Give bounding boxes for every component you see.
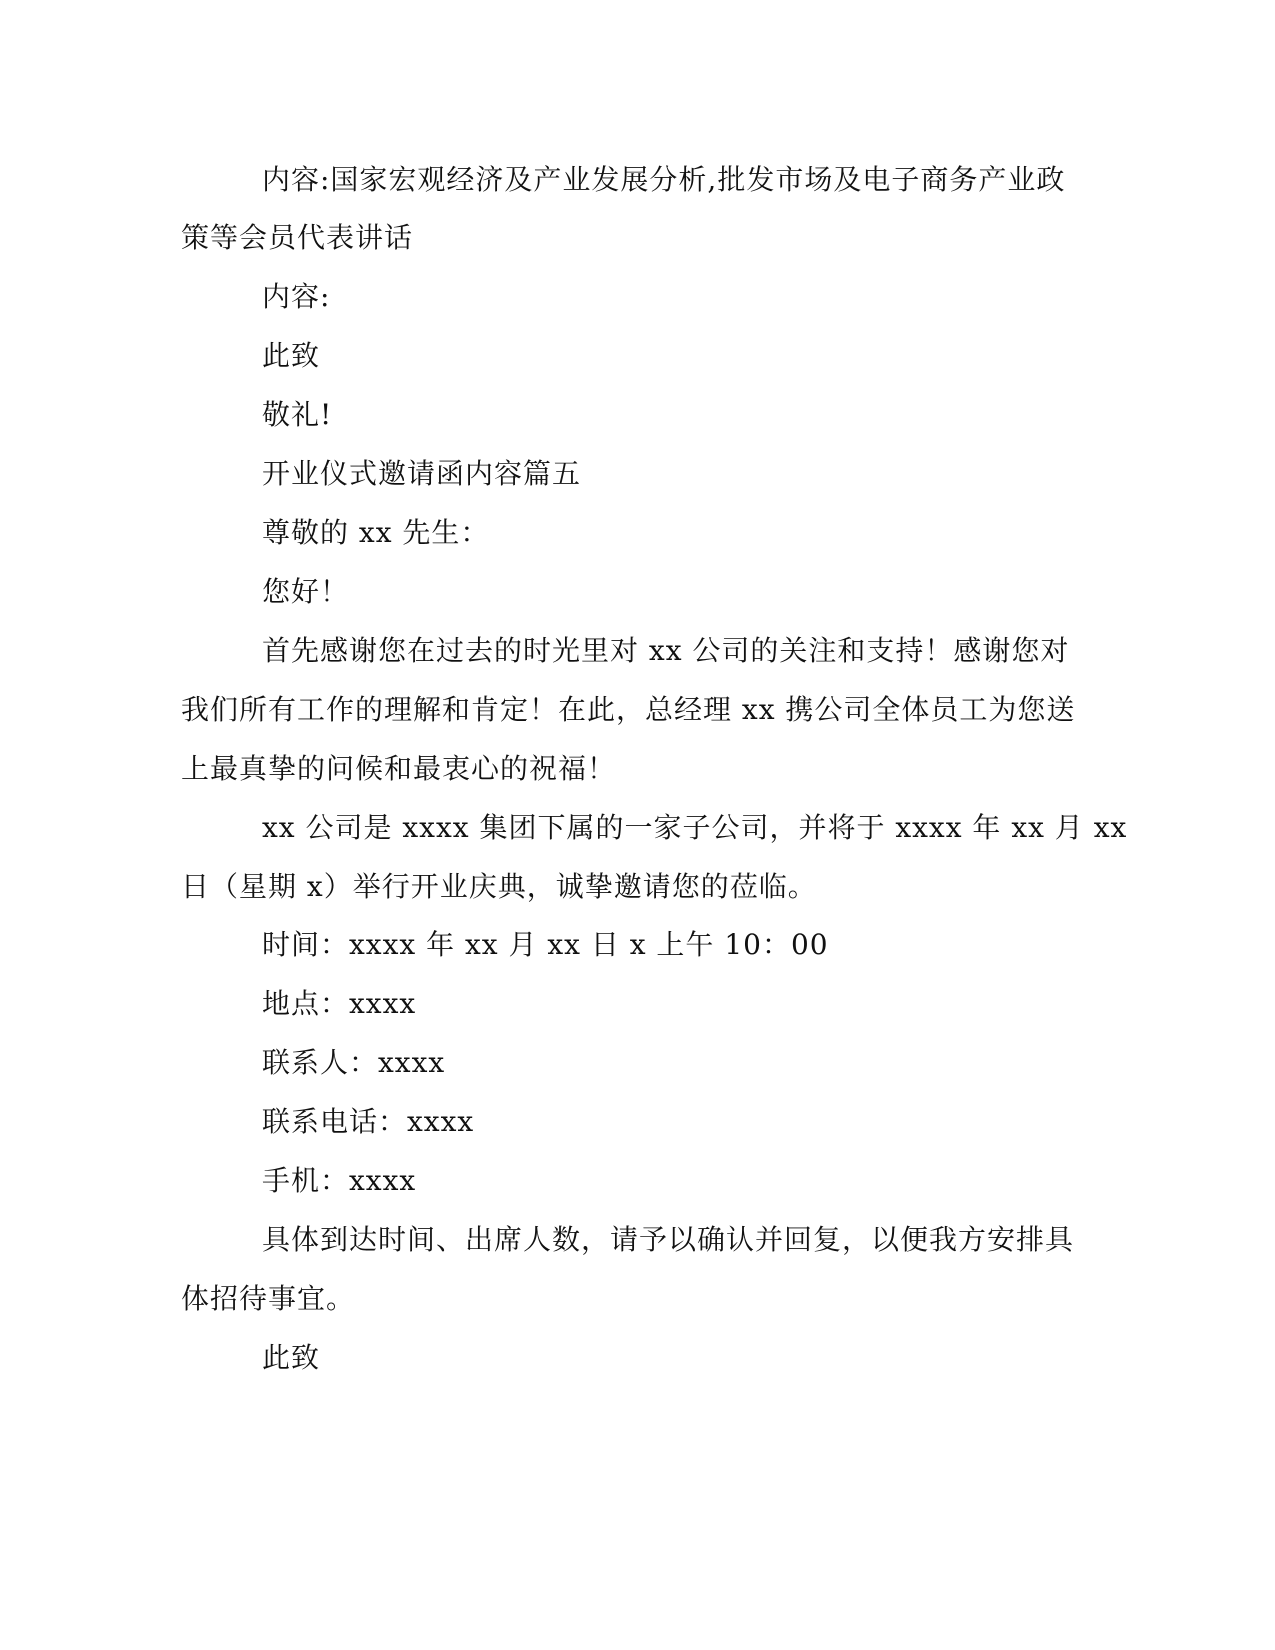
section-heading: 开业仪式邀请函内容篇五 bbox=[262, 457, 582, 490]
paragraph-line: 策等会员代表讲话 bbox=[181, 221, 414, 254]
paragraph-line: 此致 bbox=[262, 339, 321, 372]
detail-phone: 联系电话：xxxx bbox=[262, 1105, 475, 1138]
paragraph-line: 首先感谢您在过去的时光里对 xx 公司的关注和支持！感谢您对 bbox=[262, 634, 1070, 667]
paragraph-line: 具体到达时间、出席人数，请予以确认并回复，以便我方安排具 bbox=[262, 1223, 1075, 1256]
paragraph-line: 内容:国家宏观经济及产业发展分析,批发市场及电子商务产业政 bbox=[262, 163, 1066, 196]
paragraph-line: 敬礼! bbox=[262, 398, 333, 431]
closing: 此致 bbox=[262, 1341, 321, 1374]
detail-mobile: 手机：xxxx bbox=[262, 1164, 417, 1197]
detail-contact: 联系人：xxxx bbox=[262, 1046, 446, 1079]
paragraph-line: 我们所有工作的理解和肯定！在此，总经理 xx 携公司全体员工为您送 bbox=[181, 693, 1076, 726]
paragraph-line: 日（星期 x）举行开业庆典，诚挚邀请您的莅临。 bbox=[181, 870, 817, 903]
paragraph-line: 上最真挚的问候和最衷心的祝福！ bbox=[181, 752, 617, 785]
salutation: 尊敬的 xx 先生： bbox=[262, 516, 490, 549]
paragraph-line: 内容: bbox=[262, 280, 331, 313]
greeting: 您好！ bbox=[262, 575, 350, 608]
detail-time: 时间：xxxx 年 xx 月 xx 日 x 上午 10：00 bbox=[262, 928, 829, 961]
paragraph-line: xx 公司是 xxxx 集团下属的一家子公司，并将于 xxxx 年 xx 月 xx bbox=[262, 811, 1128, 844]
paragraph-line: 体招待事宜。 bbox=[181, 1282, 356, 1315]
detail-location: 地点：xxxx bbox=[262, 987, 417, 1020]
